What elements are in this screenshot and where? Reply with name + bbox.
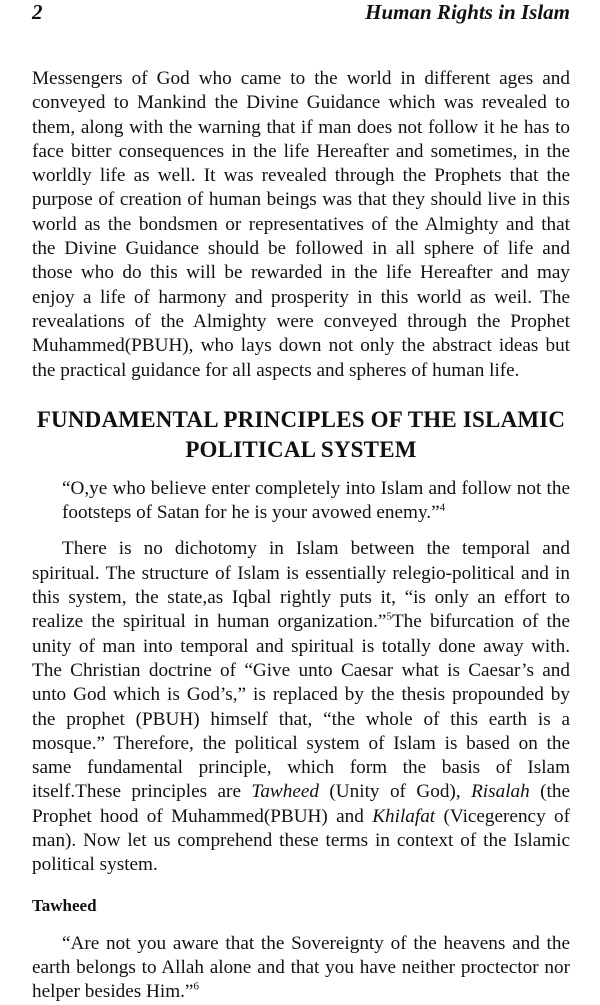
page-number: 2 (32, 0, 43, 24)
intro-paragraph: Messengers of God who came to the world in different ages and conveyed to Mankind the Divine Guidance which was revealed to them, along with the warning that if man does not follow it he has to face bitter consequences in the life Hereafter and sometimes, in the worldly life as well. It was revealed through the Prophets that the purpose of creation of human beings was that they should live in this world as the bondsmen or representatives of the Almighty and that the Divine Guidance should be followed in all sphere of life and those who do this will be rewarded in the life Hereafter and may enjoy a life of harmony and prosperity in this world as weil. The revealations of the Almighty were conveyed through the Prophet Muhammed(PBUH), who lays down not only the abstract ideas but the practical guidance for all aspects and spheres of human life. (32, 68, 570, 381)
footnote-ref-6: 6 (193, 980, 199, 993)
term-tawheed-gloss: (Unity of God), (318, 781, 472, 803)
section-heading-line-1: FUNDAMENTAL PRINCIPLES OF THE ISLAMIC (36, 406, 566, 432)
tawheed-quote-text: “Are not you aware that the Sovereignty of the heavens and the earth belongs to Allah alone and that you have neither proctector nor helper besides Him.” (32, 932, 570, 1003)
term-khilafat: Khilafat (372, 805, 436, 827)
section-heading-line-2: POLITICAL SYSTEM (185, 436, 417, 462)
footnote-ref-5: 5 (386, 610, 392, 623)
term-risalah-gloss: (the Prophet hood of Muhammed(PBUH) and (32, 781, 571, 827)
tawheed-quote (32, 932, 570, 1005)
term-risalah: Risalah (471, 781, 530, 803)
running-title: Human Rights in Islam (365, 0, 570, 24)
epigraph-quote (32, 477, 570, 526)
body-paragraph-dichotomy (32, 537, 570, 877)
term-khilafat-gloss: (Vicegerency of man). Now let us comprehend these terms in context of the Islamic political system. (32, 805, 570, 876)
term-tawheed: Tawheed (251, 781, 319, 803)
page-header (32, 0, 570, 30)
section-heading (32, 405, 570, 465)
epigraph-quote-text: “O,ye who believe enter completely into Islam and follow not the footsteps of Satan for he is your avowed enemy.” (62, 477, 570, 524)
subsection-heading: Tawheed (32, 895, 97, 915)
paragraph-text-part-a: There is no dichotomy in Islam between the temporal and spiritual. The structure of Islam is essentially relegio-political and in this system, the state,as Iqbal rightly puts it, “is only an effort to realize the spiritual in human organization.” (32, 538, 570, 633)
paragraph-text-part-b: The bifurcation of the unity of man into temporal and spiritual is totally done away with. The Christian doctrine of “Give unto Caesar what is Caesar’s and unto God which is God’s,” is replaced by the thesis propounded by the prophet (PBUH) himself that, “the whole of this earth is a mosque.” Therefore, the political system of Islam is based on the same fundamental principle, which form the basis of Islam itself.These principles are (32, 611, 570, 803)
footnote-ref-4: 4 (439, 501, 446, 514)
